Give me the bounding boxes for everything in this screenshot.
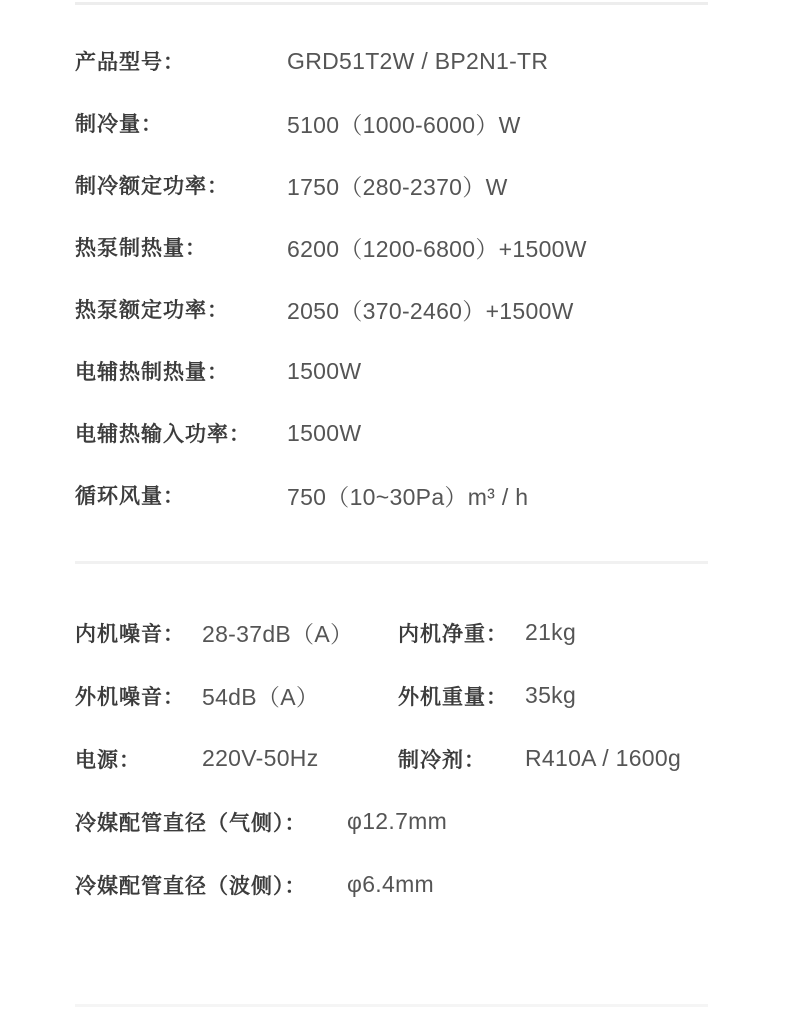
top-divider [75, 2, 708, 5]
spec-row-noise-weight-outdoor [75, 664, 715, 727]
spec-value: 1750（280-2370）W [287, 173, 508, 200]
middle-divider [75, 561, 708, 564]
spec-label: 内机噪音： [75, 622, 185, 646]
spec-label: 制冷额定功率： [75, 175, 229, 198]
spec-row-noise-weight-indoor [75, 601, 715, 664]
spec-row-heatpump-heating-capacity [75, 216, 715, 278]
spec-label: 电源： [75, 748, 141, 772]
spec-label: 热泵制热量： [75, 237, 207, 260]
spec-section-sub [75, 601, 715, 916]
spec-value: 54dB（A） [202, 684, 320, 710]
spec-value: 220V-50Hz [202, 745, 319, 771]
spec-label: 外机噪音： [75, 685, 185, 709]
spec-value: 5100（1000-6000）W [287, 111, 521, 138]
spec-value: R410A / 1600g [525, 745, 682, 771]
spec-label: 热泵额定功率： [75, 299, 229, 322]
spec-value: φ6.4mm [347, 871, 435, 897]
spec-row-aux-input-power [75, 402, 715, 464]
spec-row-model [75, 30, 715, 92]
spec-label: 内机净重： [398, 622, 508, 646]
spec-row-pipe-diameter-gas [75, 790, 715, 853]
spec-label: 冷媒配管直径（气侧）： [75, 811, 307, 835]
spec-value: 35kg [525, 682, 577, 708]
bottom-divider [75, 1004, 708, 1007]
spec-value: GRD51T2W / BP2N1-TR [287, 47, 549, 74]
spec-label: 循环风量： [75, 485, 185, 508]
spec-label: 制冷量： [75, 113, 163, 136]
spec-row-air-circulation [75, 464, 715, 526]
spec-label: 制冷剂： [398, 748, 486, 772]
spec-row-cooling-capacity [75, 92, 715, 154]
spec-row-heatpump-rated-power [75, 278, 715, 340]
spec-value: 28-37dB（A） [202, 621, 354, 647]
spec-value: 1500W [287, 357, 362, 384]
spec-row-power-refrigerant [75, 727, 715, 790]
spec-section-main [75, 30, 715, 526]
spec-label: 电辅热输入功率： [75, 423, 251, 446]
spec-value: 2050（370-2460）+1500W [287, 297, 574, 324]
spec-value: 21kg [525, 619, 577, 645]
spec-row-cooling-rated-power [75, 154, 715, 216]
spec-row-pipe-diameter-liquid [75, 853, 715, 916]
spec-label: 冷媒配管直径（波侧）： [75, 874, 307, 898]
spec-value: 750（10~30Pa）m³ / h [287, 483, 529, 510]
spec-label: 电辅热制热量： [75, 361, 229, 384]
spec-label: 产品型号： [75, 51, 185, 74]
spec-value: 1500W [287, 419, 362, 446]
spec-row-aux-heating-capacity [75, 340, 715, 402]
spec-label: 外机重量： [398, 685, 508, 709]
spec-value: 6200（1200-6800）+1500W [287, 235, 587, 262]
spec-value: φ12.7mm [347, 808, 448, 834]
